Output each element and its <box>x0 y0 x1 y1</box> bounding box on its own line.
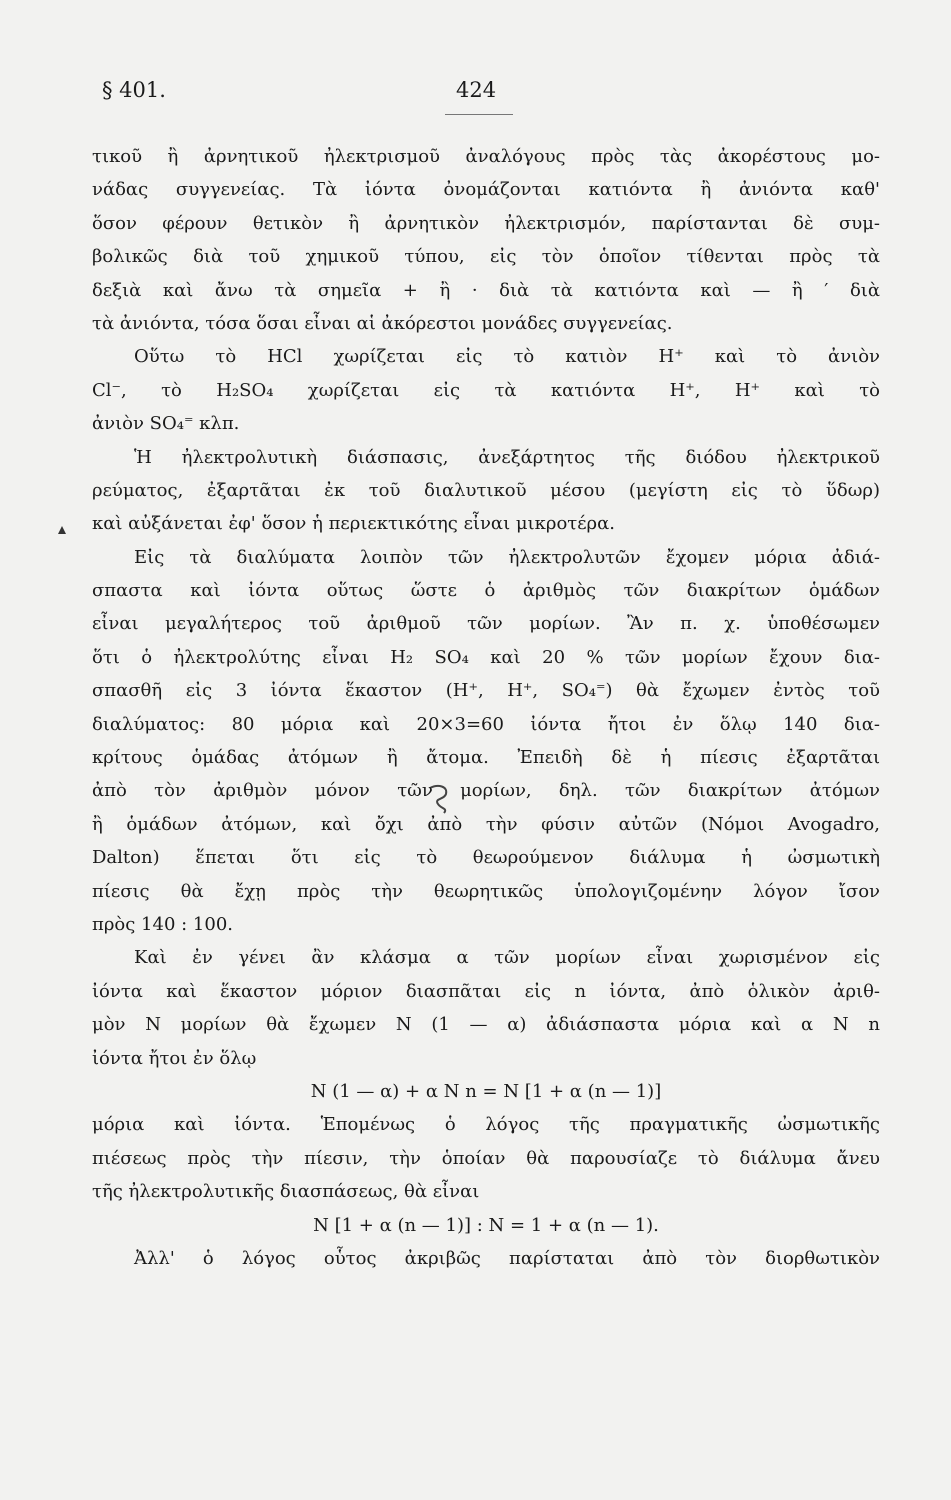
text-line: σπαστα καὶ ἰόντα οὕτως ὥστε ὁ ἀριθμὸς τῶν διακρίτων ὁμάδων <box>92 580 880 602</box>
text-line: πρὸς 140 : 100. <box>92 913 233 935</box>
text-line: ὅτι ὁ ἠλεκτρολύτης εἶναι H₂ SO₄ καὶ 20 % τῶν μορίων ἔχουν δια- <box>92 646 880 668</box>
page-number-rule <box>445 114 513 115</box>
text-line: τῆς ἠλεκτρολυτικῆς διασπάσεως, θὰ εἶναι <box>92 1181 480 1203</box>
text-line: ἀπὸ τὸν ἀριθμὸν μόνον τῶν μορίων, δηλ. τῶν διακρίτων ἀτόμων <box>92 780 880 802</box>
text-line: ἰόντα καὶ ἕκαστον μόριον διασπᾶται εἰς n ἰόντα, ἀπὸ ὁλικὸν ἀριθ- <box>92 980 880 1002</box>
text-line: διαλύματος: 80 μόρια καὶ 20×3=60 ἰόντα ἤτοι ἐν ὅλῳ 140 δια- <box>92 713 880 735</box>
page-header <box>0 74 951 114</box>
equation: N (1 — α) + α N n = N [1 + α (n — 1)] <box>310 1080 662 1102</box>
text-line: Ἡ ἠλεκτρολυτικὴ διάσπασις, ἀνεξάρτητος τῆς διόδου ἠλεκτρικοῦ <box>134 446 880 468</box>
page-body <box>92 140 880 1275</box>
text-line: ὅσον φέρουν θετικὸν ἢ ἀρνητικὸν ἠλεκτρισμόν, παρίστανται δὲ συμ- <box>92 212 880 234</box>
text-line: Καὶ ἐν γένει ἂν κλάσμα α τῶν μορίων εἶναι χωρισμένον εἰς <box>134 947 880 969</box>
text-line: κρίτους ὁμάδας ἀτόμων ἢ ἄτομα. Ἐπειδὴ δὲ ἡ πίεσις ἐξαρτᾶται <box>92 747 880 769</box>
text-line: δεξιὰ καὶ ἄνω τὰ σημεῖα + ἢ · διὰ τὰ κατιόντα καὶ — ἢ ′ διὰ <box>92 279 880 301</box>
text-line: Cl⁻, τὸ H₂SO₄ χωρίζεται εἰς τὰ κατιόντα H⁺, H⁺ καὶ τὸ <box>92 379 880 401</box>
text-line: μόρια καὶ ἰόντα. Ἑπομένως ὁ λόγος τῆς πραγματικῆς ὠσμωτικῆς <box>92 1114 880 1136</box>
text-line: πιέσεως πρὸς τὴν πίεσιν, τὴν ὁποίαν θὰ παρουσίαζε τὸ διάλυμα ἄνευ <box>92 1147 880 1169</box>
margin-mark-icon <box>56 524 68 536</box>
text-line: τὰ ἀνιόντα, τόσα ὅσαι εἶναι αἱ ἀκόρεστοι μονάδες συγγενείας. <box>92 312 673 334</box>
text-line: εἶναι μεγαλήτερος τοῦ ἀριθμοῦ τῶν μορίων. Ἂν π. χ. ὑποθέσωμεν <box>92 613 880 635</box>
text-line: ρεύματος, ἐξαρτᾶται ἐκ τοῦ διαλυτικοῦ μέσου (μεγίστη εἰς τὸ ὕδωρ) <box>92 479 880 501</box>
text-line: καὶ αὐξάνεται ἐφ' ὅσον ἡ περιεκτικότης εἶναι μικροτέρα. <box>92 513 616 535</box>
text-line: μὸν N μορίων θὰ ἔχωμεν N (1 — α) ἀδιάσπαστα μόρια καὶ α N n <box>92 1014 880 1036</box>
text-line: Εἰς τὰ διαλύματα λοιπὸν τῶν ἠλεκτρολυτῶν ἔχομεν μόρια ἀδιά- <box>134 546 880 568</box>
text-line: τικοῦ ἢ ἀρνητικοῦ ἠλεκτρισμοῦ ἀναλόγους πρὸς τὰς ἀκορέστους μο- <box>92 146 880 167</box>
text-line: ἰόντα ἤτοι ἐν ὅλῳ <box>92 1047 257 1069</box>
text-line: ἢ ὁμάδων ἀτόμων, καὶ ὄχι ἀπὸ τὴν φύσιν αὐτῶν (Νόμοι Avogadro, <box>92 813 880 835</box>
section-number: § 401. <box>102 78 166 102</box>
text-line: νάδας συγγενείας. Τὰ ἰόντα ὀνομάζονται κατιόντα ἢ ἀνιόντα καθ' <box>92 179 880 201</box>
equation: N [1 + α (n — 1)] : N = 1 + α (n — 1). <box>313 1214 659 1236</box>
page-number: 424 <box>456 78 497 102</box>
text-line: Dalton) ἕπεται ὅτι εἰς τὸ θεωρούμενον διάλυμα ἡ ὠσμωτικὴ <box>92 847 880 869</box>
text-line: ἀνιὸν SO₄⁼ κλπ. <box>92 413 240 435</box>
text-line: πίεσις θὰ ἔχῃ πρὸς τὴν θεωρητικῶς ὑπολογιζομένην λόγον ἴσον <box>92 880 880 902</box>
text-line: βολικῶς διὰ τοῦ χημικοῦ τύπου, εἰς τὸν ὁποῖον τίθενται πρὸς τὰ <box>92 246 880 268</box>
text-line: Ἀλλ' ὁ λόγος οὗτος ἀκριβῶς παρίσταται ἀπὸ τὸν διορθωτικὸν <box>134 1247 880 1269</box>
text-line: σπασθῆ εἰς 3 ἰόντα ἕκαστον (H⁺, H⁺, SO₄⁼) θὰ ἔχωμεν ἐντὸς τοῦ <box>92 680 880 702</box>
text-line: Οὕτω τὸ HCl χωρίζεται εἰς τὸ κατιὸν H⁺ καὶ τὸ ἀνιὸν <box>134 346 880 368</box>
